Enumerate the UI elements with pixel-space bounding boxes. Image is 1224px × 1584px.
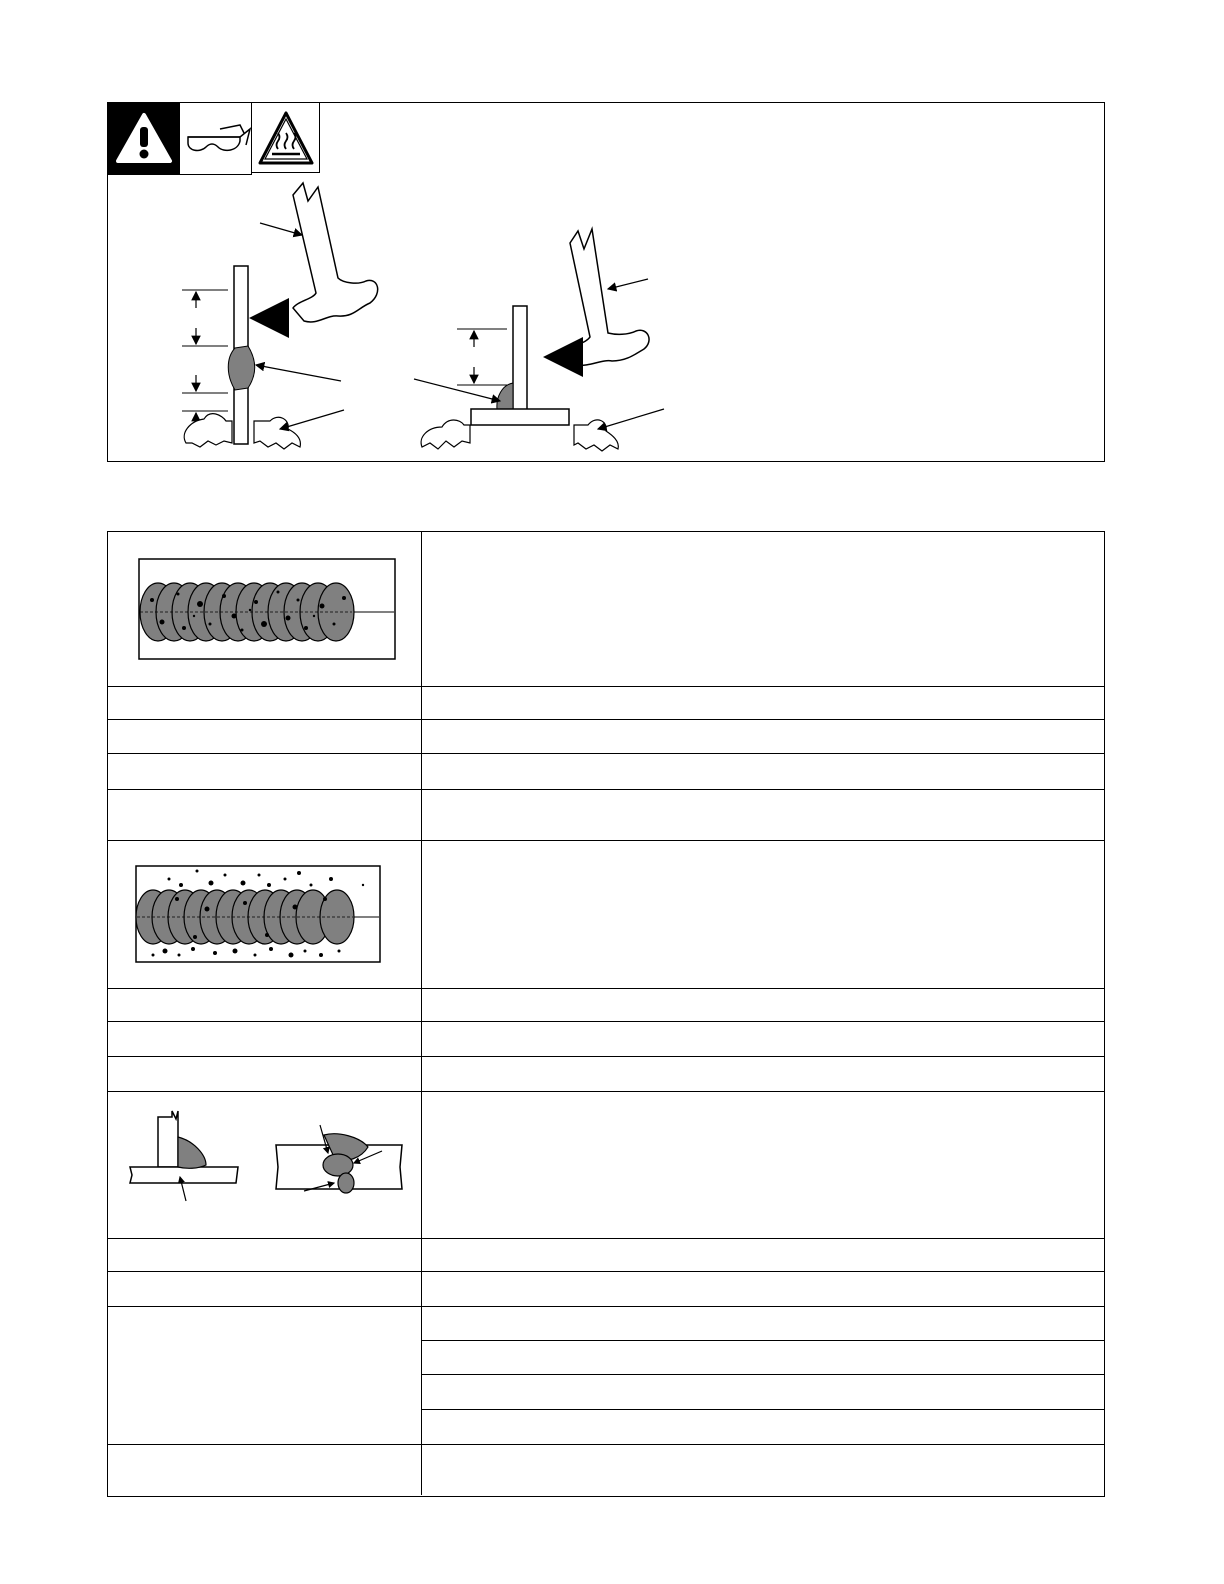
- row-divider: [108, 1306, 1104, 1307]
- row-divider: [108, 1021, 1104, 1022]
- subrow-divider: [421, 1409, 1104, 1410]
- row-divider: [108, 719, 1104, 720]
- hammer-hand: [568, 229, 649, 365]
- section-divider: [108, 1091, 1104, 1092]
- weld-bead: [228, 346, 255, 390]
- fillet-weld: [497, 383, 513, 409]
- vise-jaw-left: [421, 420, 470, 449]
- fillet-weld-test: [414, 229, 664, 451]
- base-plate: [471, 409, 569, 425]
- row-divider: [108, 789, 1104, 790]
- vertical-plate-test: [182, 183, 378, 449]
- porosity-weld-bead: [138, 558, 396, 667]
- weld-test-figure: [107, 102, 1105, 462]
- subrow-divider: [421, 1340, 1104, 1341]
- row-divider: [108, 1271, 1104, 1272]
- subrow-divider: [421, 1374, 1104, 1375]
- section-divider: [108, 840, 1104, 841]
- hammer-hand: [293, 183, 378, 322]
- row-divider: [108, 686, 1104, 687]
- row-divider: [108, 1238, 1104, 1239]
- spatter-weld-bead: [135, 865, 381, 968]
- troubleshooting-table: [107, 531, 1105, 1497]
- row-divider: [108, 1056, 1104, 1057]
- column-divider: [421, 532, 422, 1495]
- row-divider: [108, 988, 1104, 989]
- vise-jaw-left: [184, 414, 232, 447]
- incomplete-fusion-joints: [128, 1107, 406, 1220]
- row-divider: [108, 1444, 1104, 1445]
- row-divider: [108, 753, 1104, 754]
- test-plate: [513, 306, 527, 410]
- vise-jaw-right: [254, 417, 300, 449]
